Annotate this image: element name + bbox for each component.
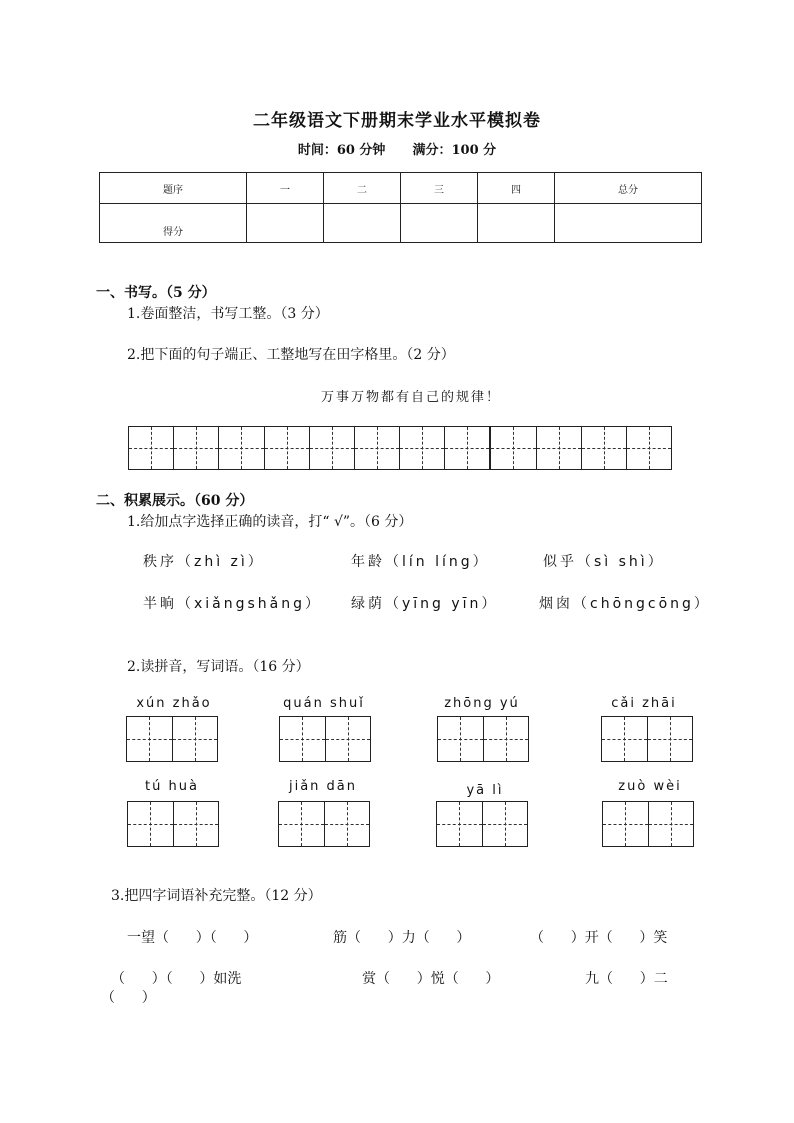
pronunciation-item: 绿荫（yīng yīn） [351,596,499,612]
section2-heading: 二、积累展示。（60 分） [96,493,254,509]
writing-grid[interactable] [128,426,672,470]
exam-time: 时间：60 分钟 [297,143,386,158]
pronunciation-item: 似乎（sì shì） [543,554,665,570]
grid-guide-horizontal [174,448,218,449]
grid-guide-horizontal [627,448,671,449]
score-input-cell[interactable] [401,204,478,243]
exam-full-score: 满分：100 分 [412,143,497,158]
pinyin-label: xún zhǎo [136,696,212,711]
pinyin-label: zuò wèi [618,779,682,794]
section2-question1: 1.给加点字选择正确的读音，打“ √”。（6 分） [127,514,413,530]
idiom-item: 九（ ）二 [585,971,668,987]
score-header-cell: 总分 [555,173,702,204]
grid-guide-horizontal [265,448,309,449]
answer-box[interactable] [437,716,529,762]
idiom-item: （ ）（ ）如洗 [111,971,242,987]
idiom-item: （ ） [101,990,156,1006]
grid-guide-horizontal [129,448,173,449]
idiom-item: 筋（ ）力（ ） [333,930,471,946]
score-input-cell[interactable] [247,204,324,243]
pinyin-label: jiǎn dān [288,779,358,794]
grid-guide-horizontal [582,448,626,449]
grid-guide-horizontal [537,448,581,449]
score-input-cell[interactable] [555,204,702,243]
score-header-cell: 二 [324,173,401,204]
answer-box[interactable] [436,801,528,847]
pinyin-label: yā lì [466,783,504,798]
section2-question3: 3.把四字词语补充完整。（12 分） [111,888,322,904]
pinyin-label: cǎi zhāi [611,696,677,711]
score-header-cell: 题序 [100,173,247,204]
grid-cell[interactable] [582,427,627,469]
grid-cell[interactable] [265,427,310,469]
score-header-cell: 一 [247,173,324,204]
exam-info [0,139,794,158]
idiom-item: 一望（ ）（ ） [127,930,258,946]
score-input-cell[interactable] [324,204,401,243]
score-header-cell: 三 [401,173,478,204]
section1-question2: 2.把下面的句子端正、工整地写在田字格里。（2 分） [127,347,455,363]
motto-sentence: 万事万物都有自己的规律！ [320,390,501,405]
answer-box[interactable] [126,716,218,762]
section1-heading: 一、书写。（5 分） [96,285,216,301]
answer-box[interactable] [601,716,693,762]
grid-guide-horizontal [219,448,263,449]
score-row-label: 得分 [100,204,247,243]
grid-guide-horizontal [491,448,535,449]
grid-cell[interactable] [219,427,264,469]
idiom-item: （ ）开（ ）笑 [530,930,668,946]
idiom-item: 赏（ ）悦（ ） [362,971,500,987]
page-title: 二年级语文下册期末学业水平模拟卷 [253,111,541,131]
answer-box[interactable] [127,801,219,847]
grid-cell[interactable] [355,427,400,469]
pronunciation-item: 烟囱（chōngcōng） [539,596,711,612]
score-table-header-row [100,173,702,204]
grid-cell[interactable] [627,427,671,469]
score-input-cell[interactable] [478,204,555,243]
score-table [99,172,702,243]
grid-guide-horizontal [400,448,444,449]
grid-cell[interactable] [445,427,491,469]
pinyin-label: tú huà [145,779,199,794]
grid-cell[interactable] [491,427,536,469]
grid-guide-horizontal [355,448,399,449]
grid-guide-horizontal [445,448,489,449]
answer-box[interactable] [278,801,370,847]
score-table-score-row [100,204,702,243]
grid-cell[interactable] [174,427,219,469]
pinyin-label: zhōng yú [444,696,520,711]
answer-box[interactable] [279,716,371,762]
grid-cell[interactable] [310,427,355,469]
grid-cell[interactable] [537,427,582,469]
section2-question2: 2.读拼音，写词语。（16 分） [127,659,310,675]
section1-question1: 1.卷面整洁，书写工整。（3 分） [127,306,329,322]
grid-cell[interactable] [400,427,445,469]
pronunciation-item: 年龄（lín líng） [351,554,490,570]
pinyin-label: quán shuǐ [283,696,365,711]
grid-guide-horizontal [310,448,354,449]
grid-cell[interactable] [129,427,174,469]
answer-box[interactable] [602,801,694,847]
score-header-cell: 四 [478,173,555,204]
pronunciation-item: 秩序（zhì zì） [143,554,265,570]
pronunciation-item: 半晌（xiǎngshǎng） [143,596,323,612]
